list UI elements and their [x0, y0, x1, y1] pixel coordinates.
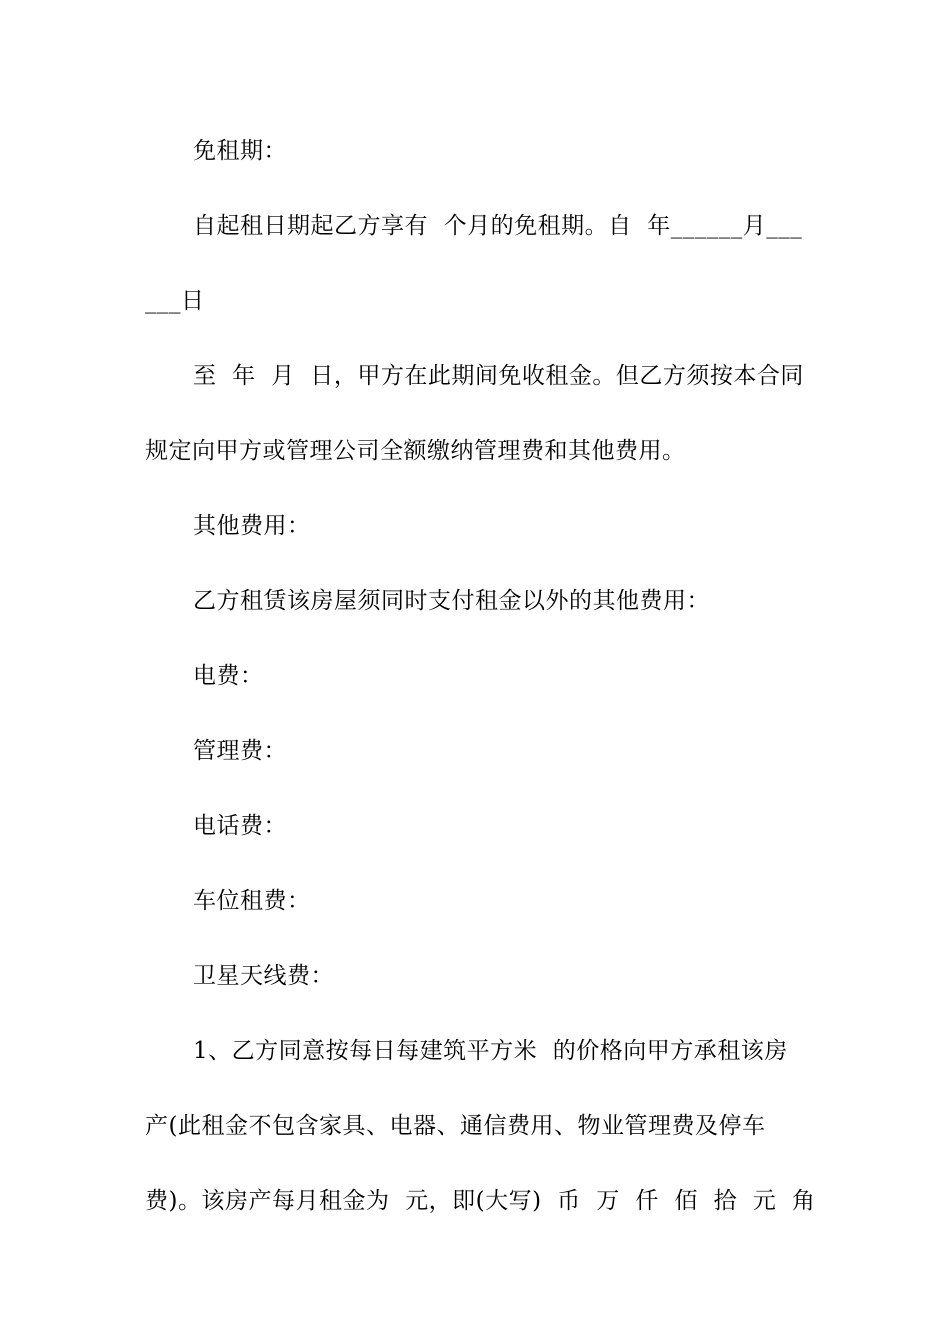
heading-rent-free-period: 免租期：	[193, 138, 287, 164]
paragraph-line: 费)。该房产每月租金为 元，即(大写) 币 万 仟 佰 拾 元 角	[145, 1188, 816, 1214]
paragraph-line: 自起租日期起乙方享有 个月的免租期。自 年______月___	[193, 213, 803, 239]
fee-item-satellite: 卫星天线费：	[193, 963, 334, 989]
fee-item-management: 管理费：	[193, 738, 287, 764]
fee-item-electricity: 电费：	[193, 663, 264, 689]
paragraph-line: 规定向甲方或管理公司全额缴纳管理费和其他费用。	[145, 438, 686, 464]
fee-item-telephone: 电话费：	[193, 813, 287, 839]
paragraph-line: ___日	[145, 288, 205, 314]
fee-item-parking: 车位租费：	[193, 888, 311, 914]
paragraph-line: 产(此租金不包含家具、电器、通信费用、物业管理费及停车	[145, 1113, 766, 1139]
paragraph-line: 至 年 月 日，甲方在此期间免收租金。但乙方须按本合同	[193, 363, 804, 389]
paragraph-line: 乙方租赁该房屋须同时支付租金以外的其他费用：	[193, 588, 710, 614]
paragraph-line: 1、乙方同意按每日每建筑平方米 的价格向甲方承租该房	[193, 1038, 788, 1064]
heading-other-fees: 其他费用：	[193, 513, 311, 539]
